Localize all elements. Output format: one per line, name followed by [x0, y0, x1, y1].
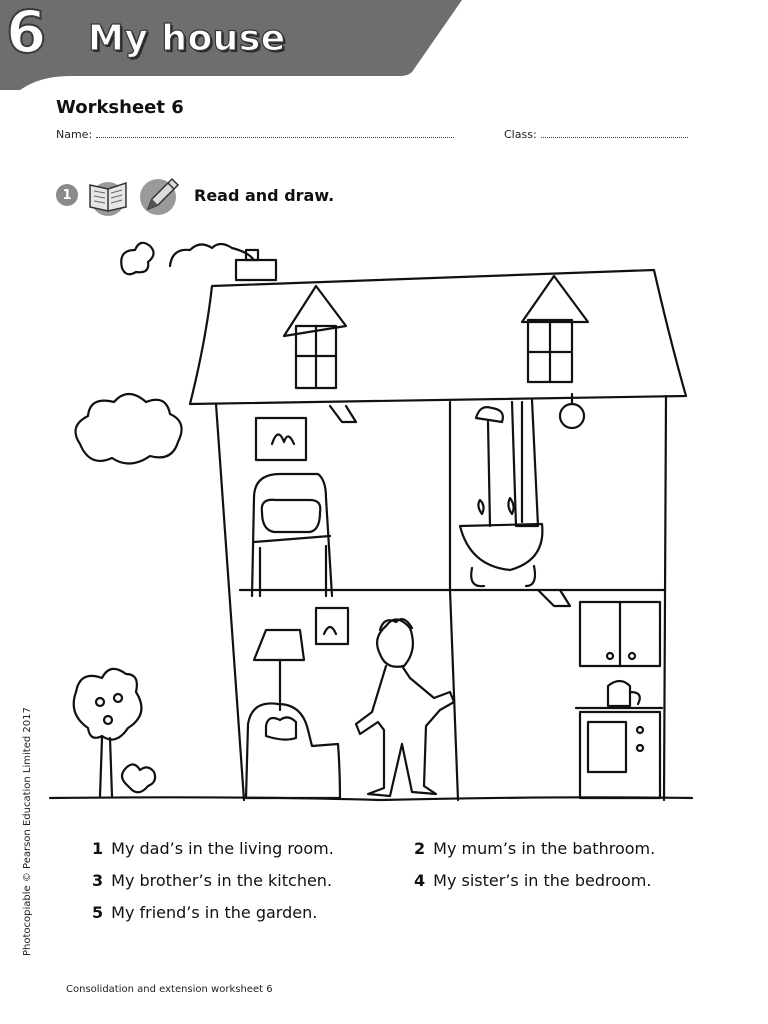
attic-window-right-roof	[522, 276, 588, 322]
worksheet-title: Worksheet 6	[56, 97, 184, 118]
exercise-header	[56, 173, 334, 217]
smoke-puff-left	[121, 243, 153, 274]
sentence-4	[414, 871, 651, 890]
house-drawing	[40, 230, 720, 810]
cloud	[76, 394, 182, 464]
sentence-2	[414, 839, 655, 858]
living-room-picture	[316, 608, 348, 644]
sentence-1	[92, 839, 334, 858]
kettle	[608, 681, 640, 706]
unit-banner	[0, 0, 768, 90]
bed	[252, 474, 332, 596]
unit-title: My house	[88, 18, 286, 59]
armchair	[246, 703, 340, 798]
class-field[interactable]	[504, 128, 688, 141]
bath-taps	[478, 498, 513, 514]
book-icon	[86, 173, 130, 217]
garden-tree	[74, 669, 142, 740]
cooker	[580, 712, 660, 798]
sentence-text: My mum’s in the bathroom.	[433, 839, 656, 858]
chimney	[236, 260, 276, 280]
sentence-number: 4	[414, 871, 426, 890]
sentence-5	[92, 903, 317, 922]
bedroom-picture	[256, 418, 306, 460]
bed-pillow	[262, 500, 321, 532]
dad-body	[356, 666, 454, 796]
name-dotted-line[interactable]	[96, 129, 454, 138]
sentence-number: 2	[414, 839, 426, 858]
kitchen-lamp	[538, 590, 570, 606]
teddy-bear	[266, 717, 296, 739]
copyright-notice: Photocopiable © Pearson Education Limited 2017	[22, 707, 33, 956]
sentence-number: 1	[92, 839, 104, 858]
bedroom-lamp	[330, 406, 356, 422]
page-footer: Consolidation and extension worksheet 6	[66, 984, 273, 995]
roof	[190, 270, 686, 404]
bathtub	[460, 524, 542, 570]
curtain	[512, 400, 538, 526]
bathroom-light	[560, 404, 584, 428]
pencil-icon	[138, 173, 182, 217]
dad-head	[377, 619, 413, 666]
sentence-number: 5	[92, 903, 104, 922]
floor-lamp	[254, 630, 304, 660]
sentence-text: My sister’s in the bedroom.	[433, 871, 652, 890]
smoke-puff-right	[170, 244, 254, 266]
exercise-number-badge: 1	[56, 184, 78, 206]
sentence-text: My friend’s in the garden.	[111, 903, 318, 922]
name-field[interactable]	[56, 128, 454, 141]
bathroom-lamp	[476, 407, 503, 422]
class-label: Class:	[504, 128, 537, 141]
name-label: Name:	[56, 128, 93, 141]
sentence-number: 3	[92, 871, 104, 890]
unit-number: 6	[6, 0, 47, 66]
sentence-text: My brother’s in the kitchen.	[111, 871, 333, 890]
sentence-text: My dad’s in the living room.	[111, 839, 334, 858]
exercise-instruction: Read and draw.	[194, 185, 335, 205]
garden-flowers	[122, 764, 155, 792]
class-dotted-line[interactable]	[541, 129, 688, 138]
sentence-3	[92, 871, 332, 890]
